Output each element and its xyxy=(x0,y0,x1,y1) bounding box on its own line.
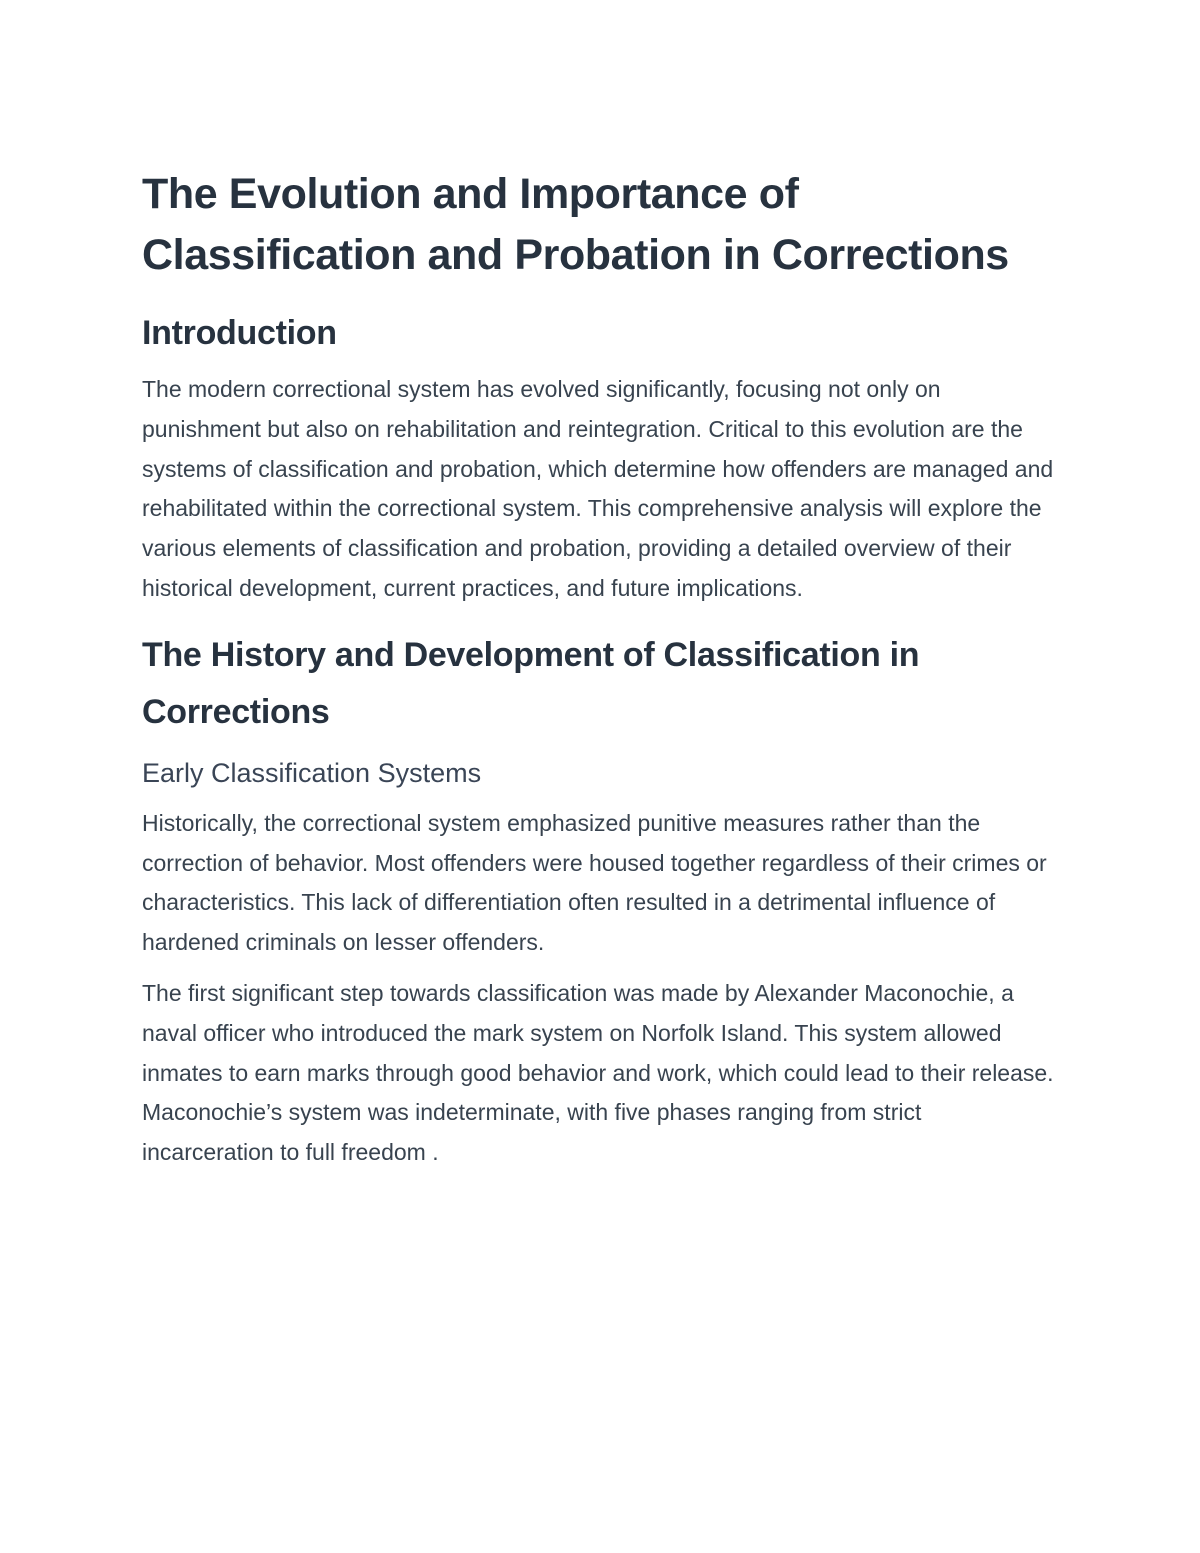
history-paragraph-1: Historically, the correctional system emphasized punitive measures rather than the correction of behavior. Most offenders were housed together regardless of their crimes or characteristics. This lack of differentiation often resulted in a detrimental influence of hardened criminals on lesser offenders. xyxy=(142,809,1047,956)
history-section xyxy=(142,627,1057,1173)
introduction-paragraph: The modern correctional system has evolved significantly, focusing not only on punishment but also on rehabilitation and reintegration. Critical to this evolution are the systems of classification and probation, which determine how offenders are managed and rehabilitated within the correctional system. This comprehensive analysis will explore the various elements of classification and probation, providing a detailed overview of their historical development, current practices, and future implications. xyxy=(142,376,1054,601)
history-heading: The History and Development of Classification in Corrections xyxy=(142,635,920,731)
document-page xyxy=(142,164,1057,1173)
early-classification-heading: Early Classification Systems xyxy=(142,757,482,788)
introduction-heading: Introduction xyxy=(142,314,337,352)
document-title: The Evolution and Importance of Classification and Probation in Corrections xyxy=(142,170,1009,279)
history-paragraph-2: The first significant step towards classification was made by Alexander Maconochie, a naval officer who introduced the mark system on Norfolk Island. This system allowed inmates to earn marks through good behavior and work, which could lead to their release. Maconochie’s system was indeterminate, with five phases ranging from strict incarceration to full freedom . xyxy=(142,979,1054,1166)
introduction-section xyxy=(142,308,1057,609)
